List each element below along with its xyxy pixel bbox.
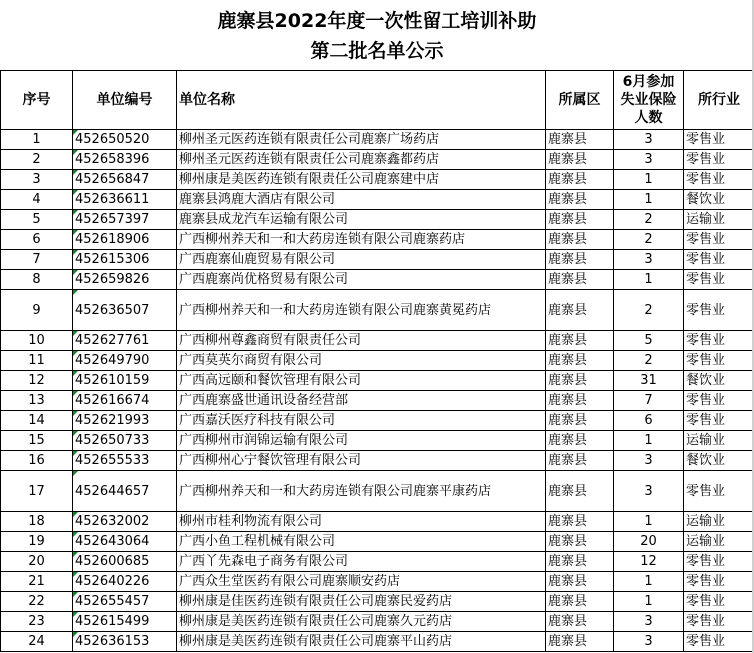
cell-area[interactable]: 鹿寨县	[546, 170, 614, 190]
cell-code[interactable]: 452659826	[73, 270, 177, 290]
cell-code[interactable]: 452655457	[73, 592, 177, 612]
cell-industry[interactable]: 零售业	[684, 391, 754, 411]
cell-seq[interactable]: 16	[1, 451, 73, 471]
cell-count[interactable]: 3	[614, 150, 684, 170]
table-row[interactable]	[1, 190, 754, 210]
table-row[interactable]	[1, 411, 754, 431]
cell-industry[interactable]: 零售业	[684, 632, 754, 652]
cell-name[interactable]: 柳州市桂利物流有限公司	[177, 512, 546, 532]
cell-code[interactable]: 452627761	[73, 331, 177, 351]
cell-seq[interactable]: 21	[1, 572, 73, 592]
cell-area[interactable]: 鹿寨县	[546, 471, 614, 512]
cell-area[interactable]: 鹿寨县	[546, 451, 614, 471]
cell-industry[interactable]: 运输业	[684, 532, 754, 552]
cell-area[interactable]: 鹿寨县	[546, 150, 614, 170]
cell-seq[interactable]: 3	[1, 170, 73, 190]
cell-seq[interactable]: 24	[1, 632, 73, 652]
cell-code[interactable]: 452615306	[73, 250, 177, 270]
header-area: 所属区	[546, 71, 614, 130]
cell-code[interactable]: 452616674	[73, 391, 177, 411]
cell-code[interactable]: 452656847	[73, 170, 177, 190]
cell-code[interactable]: 452632002	[73, 512, 177, 532]
cell-count[interactable]: 3	[614, 632, 684, 652]
header-count: 6月参加失业保险人数	[614, 71, 684, 130]
cell-seq[interactable]: 8	[1, 270, 73, 290]
table-row[interactable]	[1, 150, 754, 170]
cell-area[interactable]: 鹿寨县	[546, 250, 614, 270]
cell-seq[interactable]: 13	[1, 391, 73, 411]
cell-industry[interactable]: 餐饮业	[684, 190, 754, 210]
cell-industry[interactable]: 零售业	[684, 552, 754, 572]
cell-code[interactable]: 452640226	[73, 572, 177, 592]
cell-code[interactable]: 452610159	[73, 371, 177, 391]
header-industry: 所行业	[684, 71, 754, 130]
cell-area[interactable]: 鹿寨县	[546, 391, 614, 411]
cell-industry[interactable]: 零售业	[684, 130, 754, 150]
cell-industry[interactable]: 运输业	[684, 512, 754, 532]
cell-industry[interactable]: 零售业	[684, 612, 754, 632]
cell-count[interactable]: 5	[614, 331, 684, 351]
cell-count[interactable]: 3	[614, 130, 684, 150]
cell-name[interactable]: 柳州康是佳医药连锁有限责任公司鹿寨民爱药店	[177, 592, 546, 612]
cell-count[interactable]: 1	[614, 592, 684, 612]
cell-seq[interactable]: 11	[1, 351, 73, 371]
cell-seq[interactable]: 6	[1, 230, 73, 250]
table-row[interactable]	[1, 130, 754, 150]
cell-seq[interactable]: 17	[1, 471, 73, 512]
cell-seq[interactable]: 19	[1, 532, 73, 552]
cell-seq[interactable]: 10	[1, 331, 73, 351]
cell-seq[interactable]: 20	[1, 552, 73, 572]
cell-seq[interactable]: 4	[1, 190, 73, 210]
table-row[interactable]	[1, 512, 754, 532]
cell-code[interactable]: 452643064	[73, 532, 177, 552]
cell-count[interactable]: 1	[614, 431, 684, 451]
cell-area[interactable]: 鹿寨县	[546, 130, 614, 150]
cell-name[interactable]: 广西柳州尊鑫商贸有限责任公司	[177, 331, 546, 351]
cell-seq[interactable]: 5	[1, 210, 73, 230]
cell-area[interactable]: 鹿寨县	[546, 411, 614, 431]
cell-name[interactable]: 广西嘉沃医疗科技有限公司	[177, 411, 546, 431]
table-row[interactable]	[1, 632, 754, 652]
cell-industry[interactable]: 餐饮业	[684, 451, 754, 471]
cell-name[interactable]: 广西众生堂医药有限公司鹿寨顺安药店	[177, 572, 546, 592]
cell-name[interactable]: 广西莫英尔商贸有限公司	[177, 351, 546, 371]
cell-name[interactable]: 柳州康是美医药连锁有限责任公司鹿寨建中店	[177, 170, 546, 190]
cell-seq[interactable]: 12	[1, 371, 73, 391]
cell-code[interactable]: 452618906	[73, 230, 177, 250]
cell-code[interactable]: 452650520	[73, 130, 177, 150]
table-row[interactable]	[1, 290, 754, 331]
cell-area[interactable]: 鹿寨县	[546, 431, 614, 451]
cell-count[interactable]: 2	[614, 290, 684, 331]
cell-count[interactable]: 3	[614, 250, 684, 270]
cell-area[interactable]: 鹿寨县	[546, 612, 614, 632]
cell-industry[interactable]: 零售业	[684, 471, 754, 512]
table-row[interactable]	[1, 431, 754, 451]
cell-count[interactable]: 1	[614, 270, 684, 290]
cell-name[interactable]: 鹿寨县成龙汽车运输有限公司	[177, 210, 546, 230]
table-row[interactable]	[1, 592, 754, 612]
cell-count[interactable]: 3	[614, 612, 684, 632]
cell-industry[interactable]: 餐饮业	[684, 371, 754, 391]
table-row[interactable]	[1, 572, 754, 592]
cell-code[interactable]: 452636611	[73, 190, 177, 210]
cell-code[interactable]: 452615499	[73, 612, 177, 632]
table-row[interactable]	[1, 371, 754, 391]
cell-area[interactable]: 鹿寨县	[546, 572, 614, 592]
cell-name[interactable]: 广西丫先森电子商务有限公司	[177, 552, 546, 572]
cell-count[interactable]: 7	[614, 391, 684, 411]
cell-seq[interactable]: 18	[1, 512, 73, 532]
cell-count[interactable]: 2	[614, 230, 684, 250]
cell-name[interactable]: 柳州康是美医药连锁有限责任公司鹿寨平山药店	[177, 632, 546, 652]
table-row[interactable]	[1, 170, 754, 190]
cell-seq[interactable]: 14	[1, 411, 73, 431]
cell-seq[interactable]: 15	[1, 431, 73, 451]
cell-industry[interactable]: 零售业	[684, 270, 754, 290]
cell-area[interactable]: 鹿寨县	[546, 331, 614, 351]
table-row[interactable]	[1, 391, 754, 411]
cell-count[interactable]: 12	[614, 552, 684, 572]
title-block	[0, 0, 754, 71]
cell-name[interactable]: 柳州圣元医药连锁有限责任公司鹿寨广场药店	[177, 130, 546, 150]
cell-industry[interactable]: 运输业	[684, 210, 754, 230]
cell-area[interactable]: 鹿寨县	[546, 230, 614, 250]
cell-industry[interactable]: 零售业	[684, 411, 754, 431]
cell-industry[interactable]: 零售业	[684, 351, 754, 371]
cell-area[interactable]: 鹿寨县	[546, 552, 614, 572]
cell-name[interactable]: 柳州康是美医药连锁有限责任公司鹿寨久元药店	[177, 612, 546, 632]
cell-seq[interactable]: 1	[1, 130, 73, 150]
cell-name[interactable]: 广西柳州心宁餐饮管理有限公司	[177, 451, 546, 471]
cell-code[interactable]: 452644657	[73, 471, 177, 512]
cell-name[interactable]: 广西高远颐和餐饮管理有限公司	[177, 371, 546, 391]
cell-industry[interactable]: 零售业	[684, 250, 754, 270]
cell-name[interactable]: 广西柳州市润锦运输有限公司	[177, 431, 546, 451]
cell-count[interactable]: 3	[614, 451, 684, 471]
cell-count[interactable]: 1	[614, 170, 684, 190]
table-row[interactable]	[1, 612, 754, 632]
cell-area[interactable]: 鹿寨县	[546, 210, 614, 230]
table-row[interactable]	[1, 471, 754, 512]
cell-name[interactable]: 广西柳州养天和一和大药房连锁有限公司鹿寨平康药店	[177, 471, 546, 512]
cell-code[interactable]: 452636507	[73, 290, 177, 331]
cell-seq[interactable]: 2	[1, 150, 73, 170]
cell-code[interactable]: 452621993	[73, 411, 177, 431]
cell-seq[interactable]: 7	[1, 250, 73, 270]
cell-name[interactable]: 广西鹿寨盛世通讯设备经营部	[177, 391, 546, 411]
cell-name[interactable]: 广西柳州养天和一和大药房连锁有限公司鹿寨药店	[177, 230, 546, 250]
cell-industry[interactable]: 零售业	[684, 331, 754, 351]
cell-seq[interactable]: 23	[1, 612, 73, 632]
cell-count[interactable]: 1	[614, 190, 684, 210]
cell-name[interactable]: 柳州圣元医药连锁有限责任公司鹿寨鑫都药店	[177, 150, 546, 170]
header-row	[1, 71, 754, 130]
title-line-2: 第二批名单公示	[310, 40, 444, 62]
cell-name[interactable]: 广西鹿寨尚优格贸易有限公司	[177, 270, 546, 290]
cell-seq[interactable]: 22	[1, 592, 73, 612]
cell-count[interactable]: 3	[614, 471, 684, 512]
table-row[interactable]	[1, 532, 754, 552]
cell-industry[interactable]: 零售业	[684, 170, 754, 190]
cell-area[interactable]: 鹿寨县	[546, 270, 614, 290]
table-row[interactable]	[1, 250, 754, 270]
cell-count[interactable]: 2	[614, 210, 684, 230]
cell-area[interactable]: 鹿寨县	[546, 290, 614, 331]
cell-area[interactable]: 鹿寨县	[546, 371, 614, 391]
table-row[interactable]	[1, 552, 754, 572]
cell-area[interactable]: 鹿寨县	[546, 512, 614, 532]
cell-count[interactable]: 20	[614, 532, 684, 552]
cell-count[interactable]: 31	[614, 371, 684, 391]
cell-name[interactable]: 广西柳州养天和一和大药房连锁有限公司鹿寨黄冕药店	[177, 290, 546, 331]
cell-area[interactable]: 鹿寨县	[546, 632, 614, 652]
cell-industry[interactable]: 零售业	[684, 230, 754, 250]
table-row[interactable]	[1, 270, 754, 290]
cell-industry[interactable]: 零售业	[684, 150, 754, 170]
cell-area[interactable]: 鹿寨县	[546, 351, 614, 371]
table-row[interactable]	[1, 351, 754, 371]
cell-seq[interactable]: 9	[1, 290, 73, 331]
cell-count[interactable]: 6	[614, 411, 684, 431]
cell-area[interactable]: 鹿寨县	[546, 190, 614, 210]
header-seq: 序号	[1, 71, 73, 130]
roster-table	[0, 70, 754, 652]
table-row[interactable]	[1, 451, 754, 471]
cell-industry[interactable]: 零售业	[684, 572, 754, 592]
cell-code[interactable]: 452650733	[73, 431, 177, 451]
cell-count[interactable]: 1	[614, 572, 684, 592]
cell-industry[interactable]: 零售业	[684, 592, 754, 612]
cell-code[interactable]: 452657397	[73, 210, 177, 230]
table-row[interactable]	[1, 331, 754, 351]
cell-count[interactable]: 1	[614, 512, 684, 532]
cell-name[interactable]: 广西鹿寨仙鹿贸易有限公司	[177, 250, 546, 270]
cell-industry[interactable]: 运输业	[684, 431, 754, 451]
header-code: 单位编号	[73, 71, 177, 130]
table-row[interactable]	[1, 230, 754, 250]
cell-code[interactable]: 452649790	[73, 351, 177, 371]
cell-industry[interactable]: 零售业	[684, 290, 754, 331]
cell-count[interactable]: 2	[614, 351, 684, 371]
cell-code[interactable]: 452655533	[73, 451, 177, 471]
table-row[interactable]	[1, 210, 754, 230]
title-line-1: 鹿寨县2022年度一次性留工培训补助	[217, 10, 537, 32]
cell-area[interactable]: 鹿寨县	[546, 532, 614, 552]
cell-code[interactable]: 452658396	[73, 150, 177, 170]
cell-name[interactable]: 鹿寨县鸿鹿大酒店有限公司	[177, 190, 546, 210]
cell-code[interactable]: 452600685	[73, 552, 177, 572]
cell-area[interactable]: 鹿寨县	[546, 592, 614, 612]
header-name: 单位名称	[177, 71, 546, 130]
cell-code[interactable]: 452636153	[73, 632, 177, 652]
cell-name[interactable]: 广西小鱼工程机械有限公司	[177, 532, 546, 552]
